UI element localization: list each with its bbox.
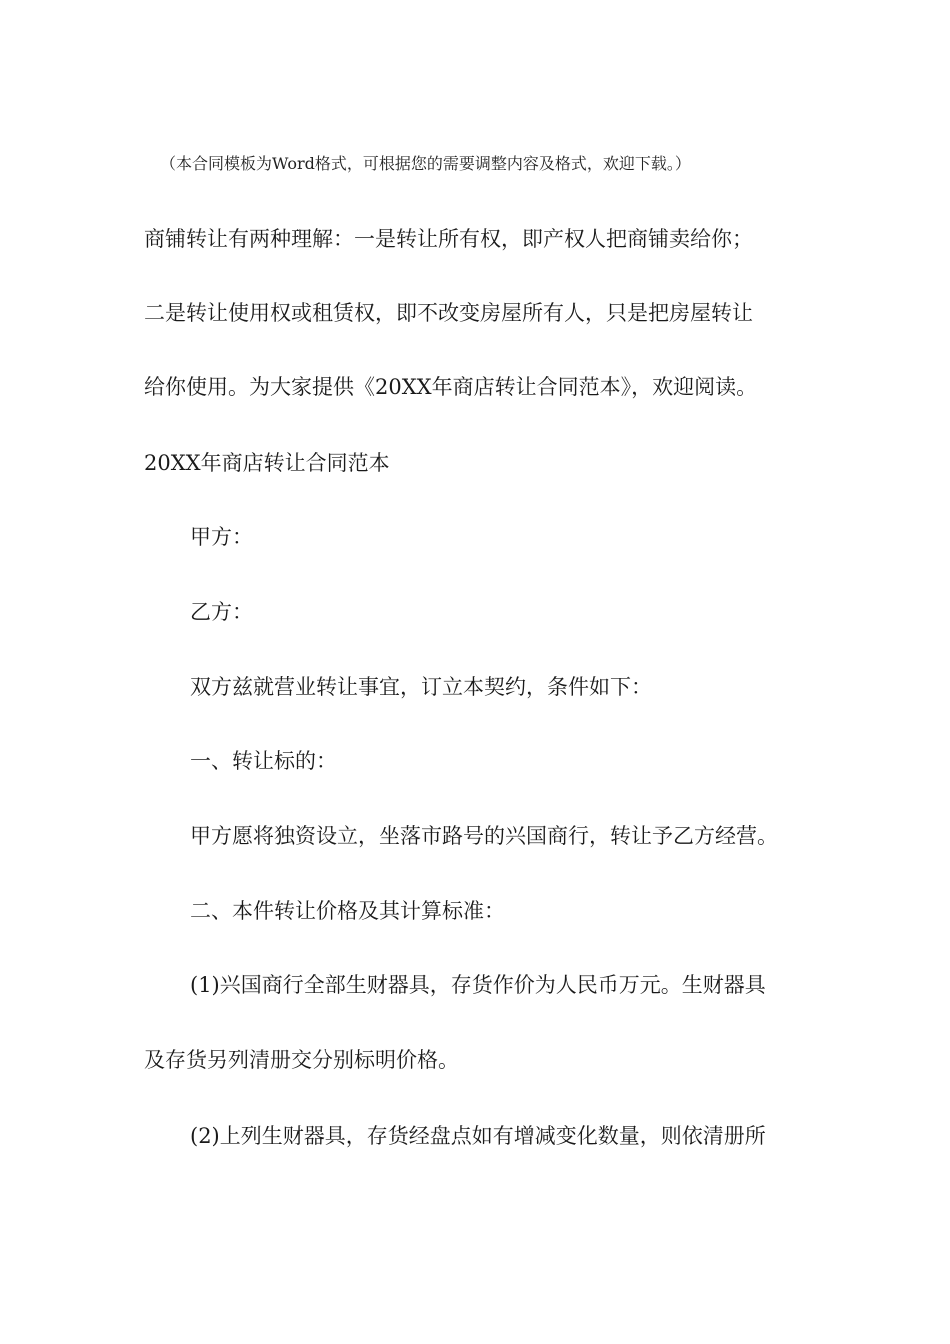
section-2-heading: 二、本件转让价格及其计算标准： bbox=[190, 899, 505, 923]
clause-1-line-2: 及存货另列清册交分别标明价格。 bbox=[144, 1048, 459, 1072]
party-b-label: 乙方： bbox=[190, 600, 253, 624]
intro-line-2: 二是转让使用权或租赁权，即不改变房屋所有人，只是把房屋转让 bbox=[144, 301, 753, 325]
contract-title: 20XX年商店转让合同范本 bbox=[144, 451, 390, 475]
intro-line-3: 给你使用。为大家提供《20XX年商店转让合同范本》，欢迎阅读。 bbox=[144, 375, 758, 399]
clause-2-line-1: (2)上列生财器具，存货经盘点如有增减变化数量，则依清册所 bbox=[190, 1124, 766, 1148]
intro-line-1: 商铺转让有两种理解：一是转让所有权，即产权人把商铺卖给你； bbox=[144, 227, 753, 251]
section-1-body: 甲方愿将独资设立，坐落市路号的兴国商行，转让予乙方经营。 bbox=[190, 824, 778, 848]
party-a-label: 甲方： bbox=[190, 525, 253, 549]
clause-1-line-1: (1)兴国商行全部生财器具，存货作价为人民币万元。生财器具 bbox=[190, 973, 766, 997]
section-1-heading: 一、转让标的： bbox=[190, 749, 337, 773]
preamble-line: 双方兹就营业转让事宜，订立本契约，条件如下： bbox=[190, 675, 652, 699]
template-note: （本合同模板为Word格式，可根据您的需要调整内容及格式，欢迎下载。） bbox=[160, 154, 691, 173]
